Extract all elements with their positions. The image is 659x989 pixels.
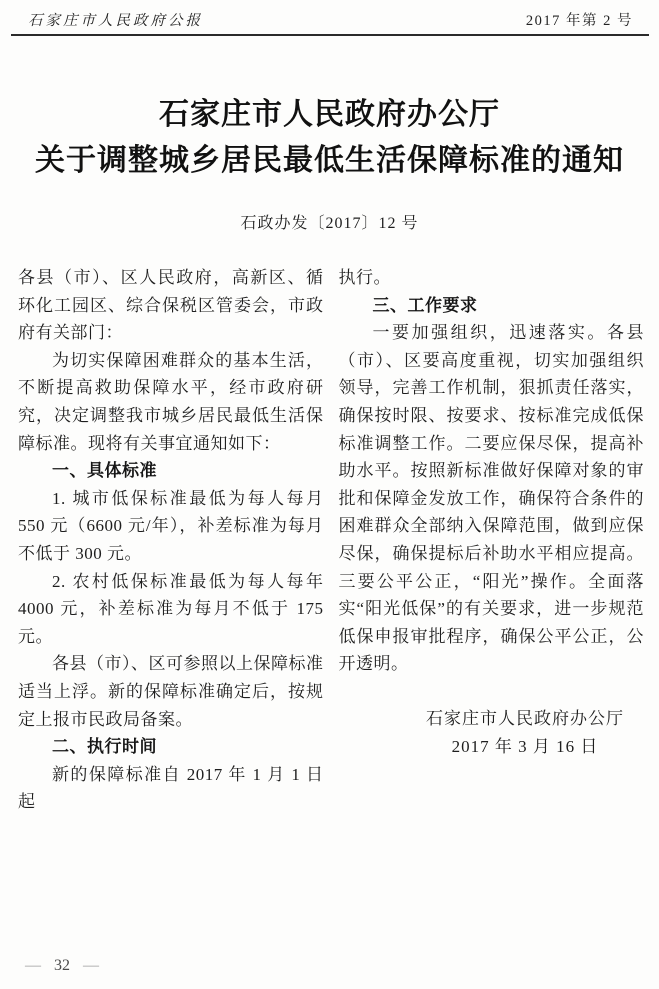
effective-date-paragraph: 新的保障标准自 2017 年 1 月 1 日起 [18,764,324,812]
signature-organization: 石家庄市人民政府办公厅 [426,708,624,728]
section-heading-2: 二、执行时间 [52,737,157,757]
right-column [339,264,645,816]
intro-paragraph: 为切实保障困难群众的基本生活，不断提高救助保障水平，经市政府研究，决定调整我市城乡居民最低生活保障标准。现将有关事宜通知如下： [18,350,324,453]
work-requirements-paragraph: 一要加强组织，迅速落实。各县（市）、区要高度重视，切实加强组织领导，完善工作机制，狠抓责任落实，确保按时限、按要求、按标准完成低保标准调整工作。二要应保尽保，提高补助水平。按照新标准做好保障对象的审批和保障金发放工作，确保符合条件的困难群众全部纳入保障范围，做到应保尽保，确保提标后补助水平相应提高。三要公平公正，“阳光”操作。全面落实“阳光低保”的有关要求，进一步规范低保申报审批程序，确保公平公正，公开透明。 [338,323,644,674]
document-number: 石政办发〔2017〕12 号 [240,215,419,232]
title-line-2: 关于调整城乡居民最低生活保障标准的通知 [35,144,624,177]
section-heading-3: 三、工作要求 [372,295,478,315]
footer-left-dash: — [25,957,41,974]
page-number: 32 [54,957,70,974]
title-line-1: 石家庄市人民政府办公厅 [159,98,500,131]
document-title [16,92,643,184]
issue-number: 2017 年第 2 号 [525,13,633,29]
rural-standard-paragraph: 2. 农村低保标准最低为每人每年 4000 元，补差标准为每月不低于 175 元。 [18,571,324,646]
footer-right-dash: — [83,957,99,974]
running-head [0,0,659,30]
reference-paragraph: 各县（市）、区可参照以上保障标准适当上浮。新的保障标准确定后，按规定上报市民政局备案。 [18,654,324,729]
signature-date: 2017 年 3 月 16 日 [451,736,599,756]
header-rule [11,34,649,36]
signature-block [426,705,624,761]
urban-standard-paragraph: 1. 城市低保标准最低为每人每月 550 元（6600 元/年），补差标准为每月不低于 300 元。 [18,488,324,563]
publication-name: 石家庄市人民政府公报 [28,13,203,29]
document-body [0,264,659,816]
section-heading-1: 一、具体标准 [52,461,157,481]
page-footer [25,957,99,975]
addressee-paragraph: 各县（市）、区人民政府，高新区、循环化工园区、综合保税区管委会，市政府有关部门： [18,268,324,343]
left-column [18,264,324,816]
effective-date-continuation: 执行。 [338,268,391,287]
